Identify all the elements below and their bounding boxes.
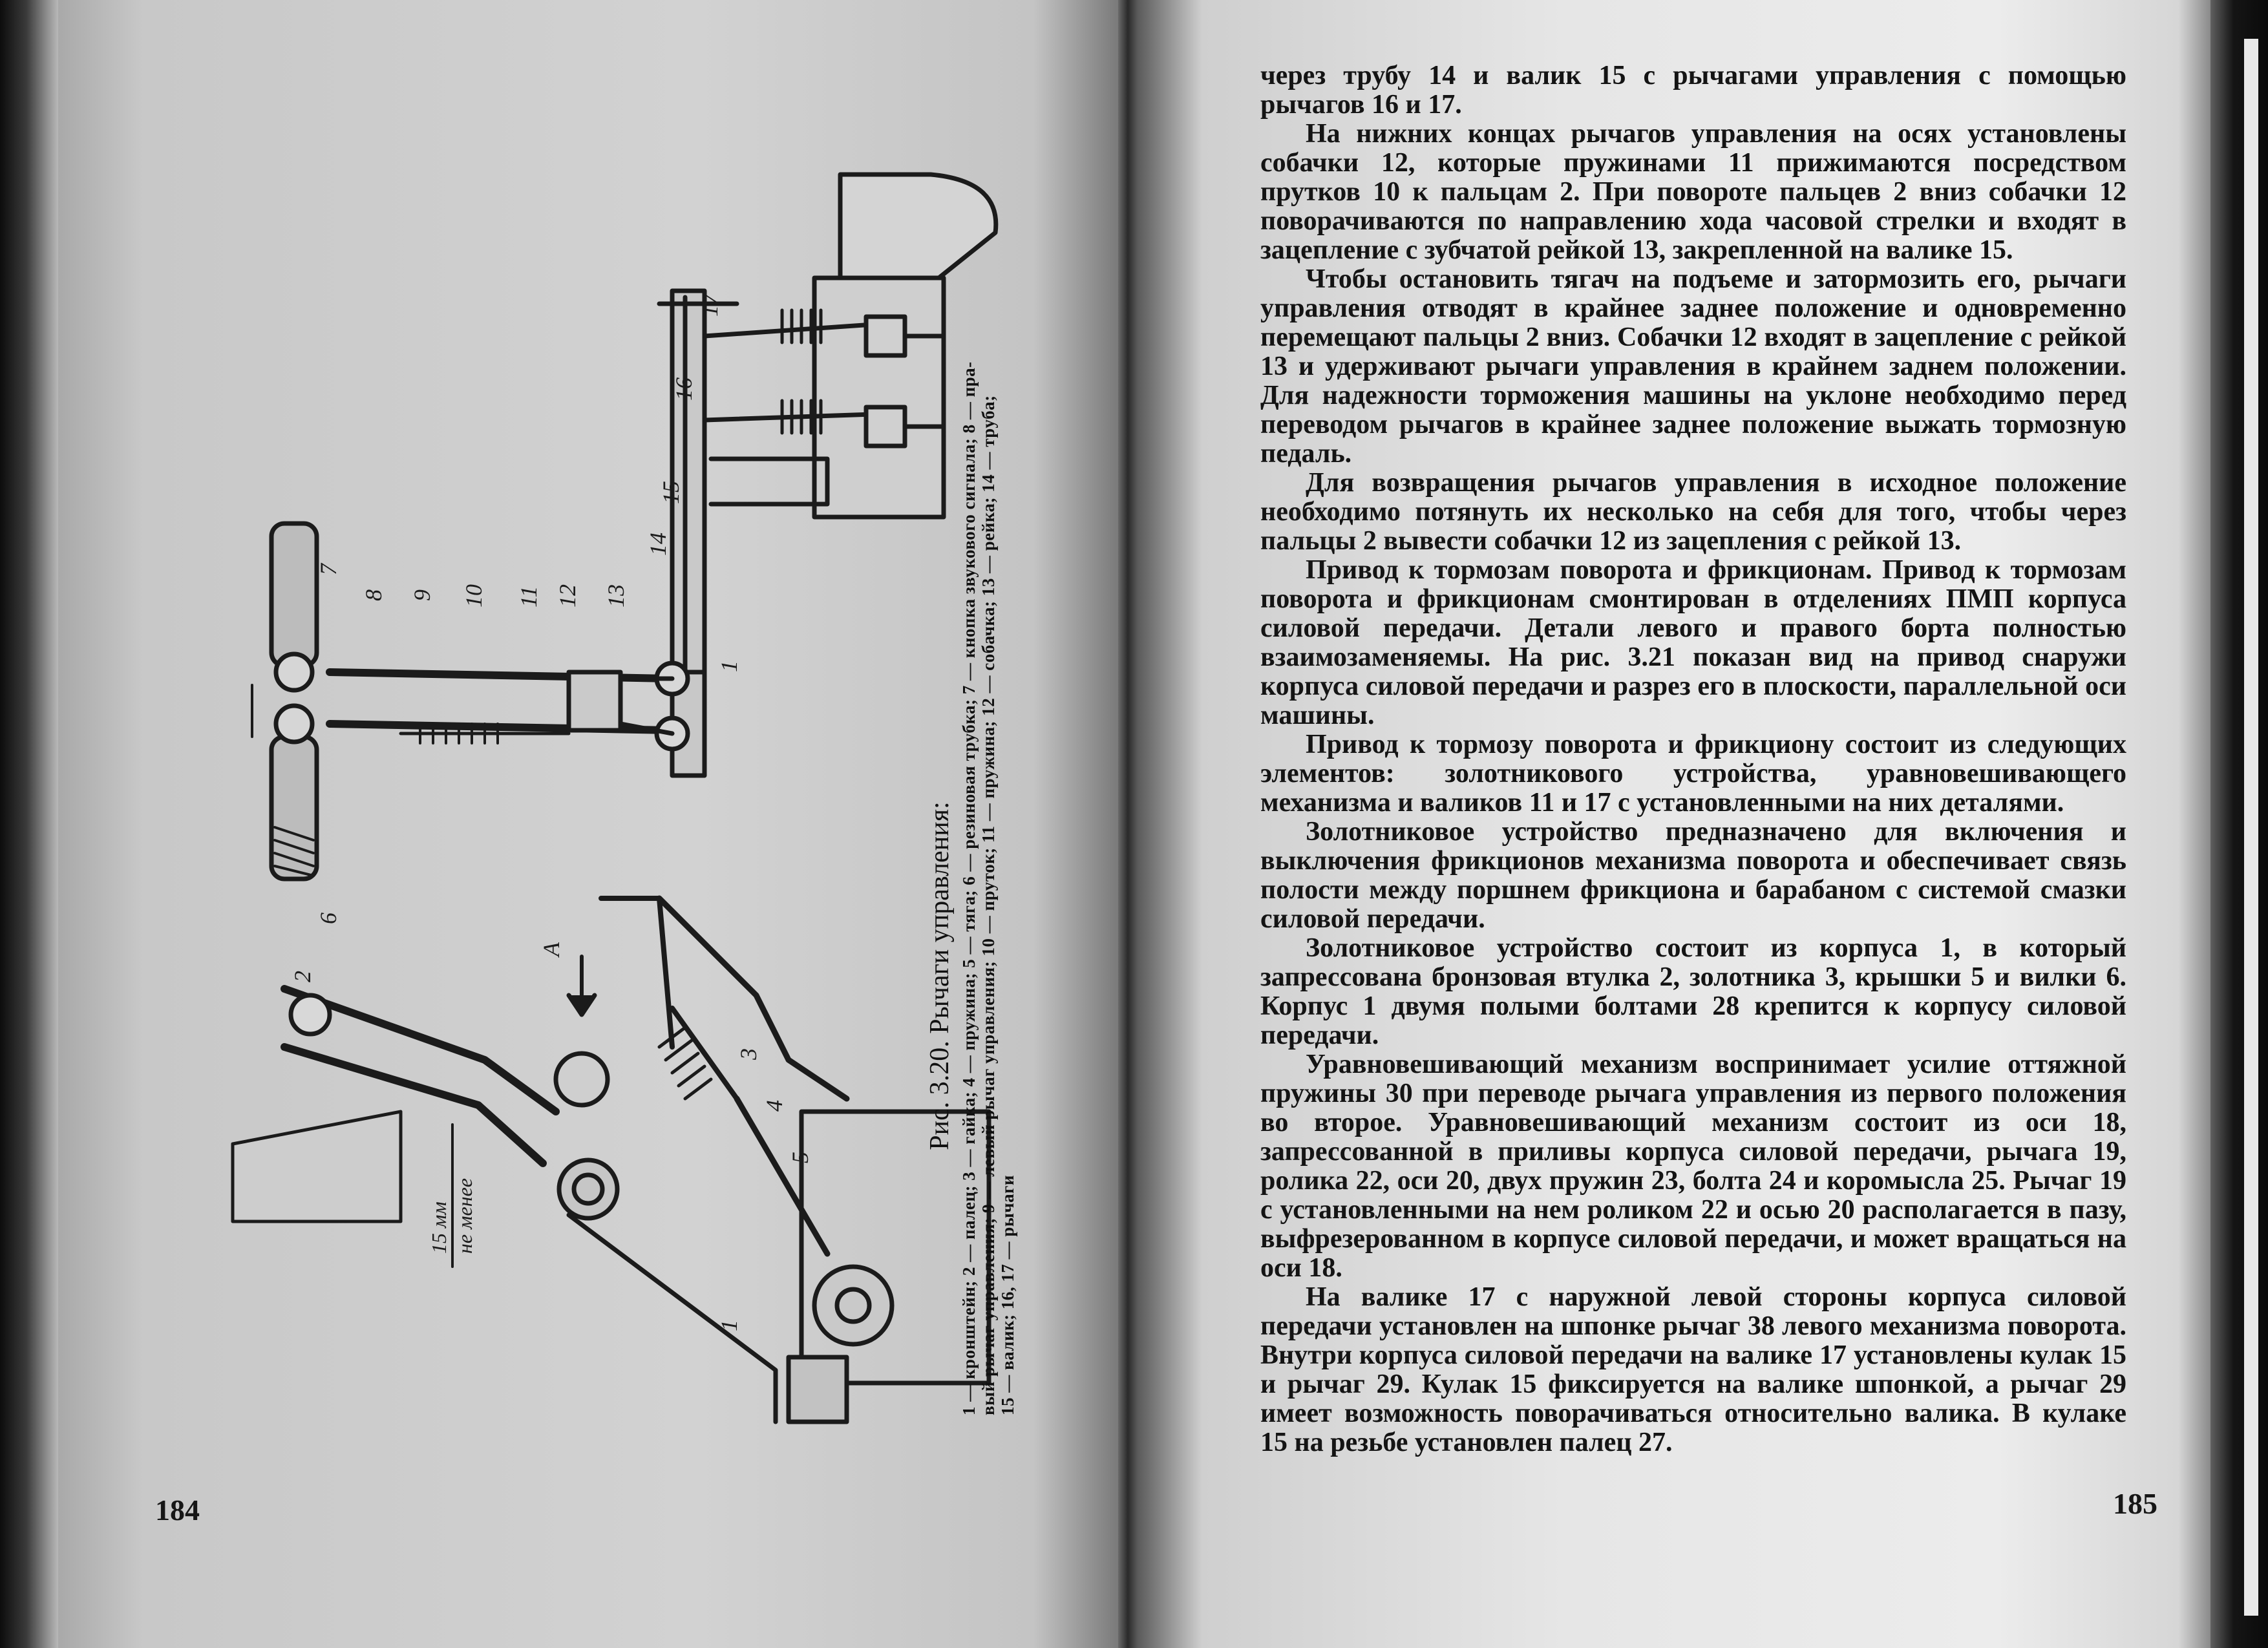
drawing-label-12: 12 xyxy=(555,584,580,607)
paragraph: На нижних концах рычагов управления на осях установлены собачки 12, которые пружинами 11 прижимаются посредством прутков 10 к пальцам 2. При повороте пальцев 2 вниз собачки 12 поворачиваются по направлению хода часовой стрелки и входят в зацепление с зубчатой рейкой 13, закрепленной на валике 15. xyxy=(1260,119,2126,265)
drawing-label-9: 9 xyxy=(409,589,435,601)
left-page xyxy=(58,0,1118,1648)
paragraph: Для возвращения рычагов управления в исходное положение необходимо потянуть их несколько на себя для того, чтобы через пальцы 2 вывести собачки 12 из зацепления с рейкой 13. xyxy=(1260,468,2126,556)
drawing-label-16: 16 xyxy=(671,377,697,401)
book-edge-left xyxy=(0,0,58,1648)
figure-caption-title: Рис. 3.20. Рычаги управления: xyxy=(925,801,955,1150)
paragraph: На валике 17 с наружной левой стороны корпуса силовой передачи установлен на шпонке рычаг 38 левого механизма поворота. Внутри корпуса силовой передачи на валике 17 установлены кулак 15 и рычаг 29. Кулак 15 фиксируется на валике шпонкой, а рычаг 29 имеет возможность поворачиваться относительно валика. В кулаке 15 на резьбе установлен палец 27. xyxy=(1260,1282,2126,1457)
drawing-label-8: 8 xyxy=(361,589,387,601)
drawing-label-10: 10 xyxy=(461,584,487,607)
book-gutter xyxy=(1118,0,1138,1648)
drawing-label-2: 2 xyxy=(290,971,315,982)
book-edge-right xyxy=(2210,0,2268,1648)
body-text xyxy=(1260,61,2126,1457)
paragraph-section-heading: Привод к тормозам поворота и фрикционам. Привод к тормозам поворота и фрикционам смонтирован в отделениях ПМП корпуса силовой передачи. Детали левого и правого борта полностью взаимозаменяемы. На рис. 3.21 показан вид на привод снаружи корпуса силовой передачи и разрез его в плоскости, параллельной оси машины. xyxy=(1260,555,2126,730)
drawing-label-5: 5 xyxy=(787,1152,813,1163)
control-levers-drawing xyxy=(207,155,1047,1467)
drawing-label-1-top: 1 xyxy=(716,660,742,672)
paragraph: Уравновешивающий механизм воспринимает усилие оттяжной пружины 30 при переводе рычага управления из первого положения во второе. Уравновешивающий механизм состоит из оси 18, запрессованной в приливы корпуса силовой передачи, рычага 19, ролика 22, оси 20, двух пружин 23, болта 24 и коромысла 25. Рычаг 19 с установленными на нем роликом 22 и осью 20 располагается в пазу, выфрезерованном в корпусе силовой передачи, и может вращаться на оси 18. xyxy=(1260,1050,2126,1283)
drawing-dimension-not-less: не менее xyxy=(453,1178,476,1254)
drawing-label-13: 13 xyxy=(603,584,629,607)
figure-legend-line-2: вый рычаг управления; 9 — левый рычаг управления; 10 — пруток; 11 — пружина; 12 — собачка; 13 — рейка; 14 — труба; xyxy=(979,395,998,1415)
figure-caption xyxy=(924,123,1079,1415)
right-page xyxy=(1138,0,2210,1648)
paragraph: через трубу 14 и валик 15 с рычагами управления с помощью рычагов 16 и 17. xyxy=(1260,61,2126,120)
drawing-label-4: 4 xyxy=(761,1100,787,1112)
paragraph: Золотниковое устройство предназначено для включения и выключения фрикционов механизма поворота и обеспечивает связь полости между поршнем фрикциона и барабаном с системой смазки силовой передачи. xyxy=(1260,817,2126,934)
drawing-label-7: 7 xyxy=(315,564,341,575)
page-number-right: 185 xyxy=(2113,1487,2157,1520)
paragraph: Чтобы остановить тягач на подъеме и затормозить его, рычаги управления отводят в крайнее заднее положение и одновременно перемещают пальцы 2 вниз. Собачки 12 входят в зацепление с рейкой 13 и удерживают рычаги управления в крайнем заднем положении. Для надежности торможения машины на уклоне необходимо перед переводом рычагов в крайнее заднее положение выжать тормозную педаль. xyxy=(1260,264,2126,469)
drawing-label-17: 17 xyxy=(697,293,723,317)
drawing-label-arrow-a: A xyxy=(538,942,564,956)
drawing-label-15: 15 xyxy=(658,481,684,504)
paragraph: Привод к тормозу поворота и фрикциону состоит из следующих элементов: золотникового устройства, уравновешивающего механизма и валиков 11 и 17 с установленными на них деталями. xyxy=(1260,730,2126,818)
figure-legend-line-1: 1 — кронштейн; 2 — палец; 3 — гайка; 4 — пружина; 5 — тяга; 6 — резиновая трубка; 7 — кнопка звукового сигнала; 8 — пра- xyxy=(959,361,979,1415)
drawing-dimension-15mm: 15 мм xyxy=(427,1201,450,1254)
drawing-label-6: 6 xyxy=(315,913,341,924)
page-number-left: 184 xyxy=(155,1494,200,1527)
figure-legend-line-3: 15 — валик; 16, 17 — рычаги xyxy=(998,1175,1017,1415)
drawing-label-14: 14 xyxy=(645,533,671,556)
drawing-label-1-right: 1 xyxy=(716,1320,742,1331)
drawing-label-3: 3 xyxy=(736,1048,761,1060)
paragraph: Золотниковое устройство состоит из корпуса 1, в который запрессована бронзовая втулка 2, золотника 3, крышки 5 и вилки 6. Корпус 1 двумя полыми болтами 28 крепится к корпусу силовой передачи. xyxy=(1260,933,2126,1050)
drawing-label-11: 11 xyxy=(516,586,542,607)
